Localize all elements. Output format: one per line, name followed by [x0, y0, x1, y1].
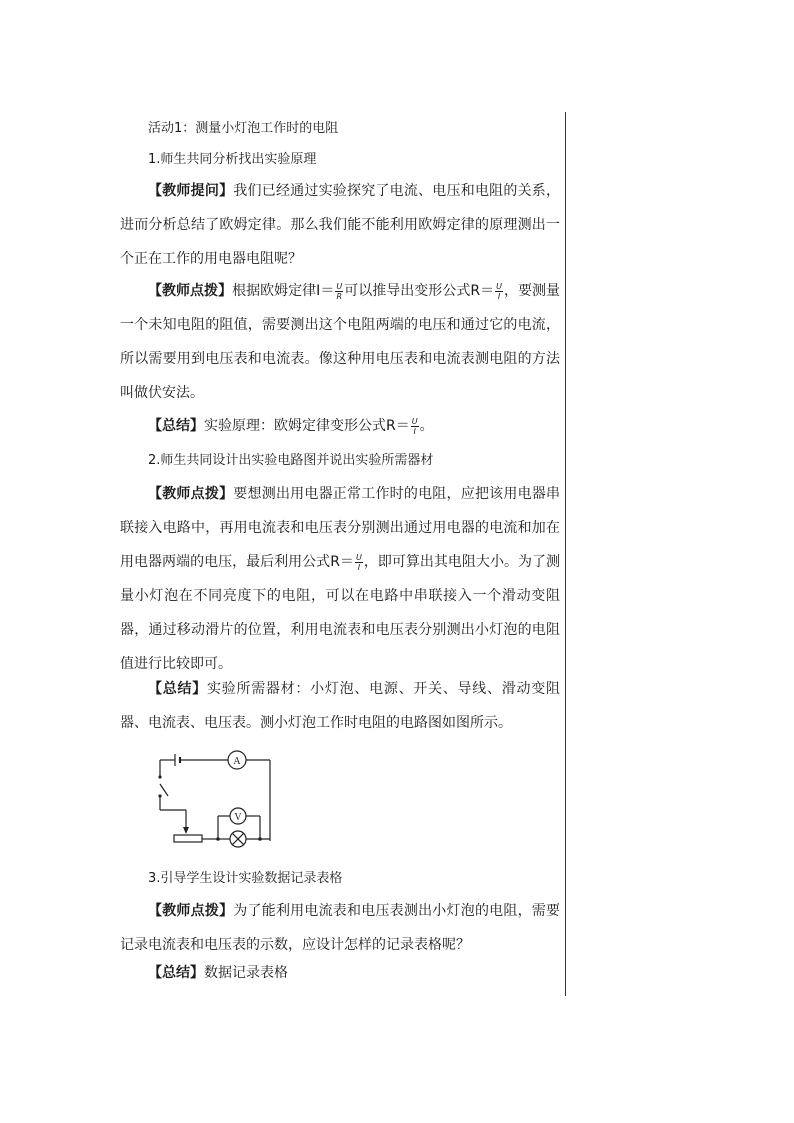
- section3-teacher-tip: [120, 894, 560, 962]
- teacher-tip-tag: 【教师点拨】: [148, 283, 233, 299]
- switch-contact: [158, 794, 161, 797]
- junction-dot: [258, 837, 262, 841]
- fraction-denominator: I: [357, 562, 361, 572]
- teacher-question-text: 我们已经通过实验探究了电流、电压和电阻的关系，进而分析总结了欧姆定律。那么我们能不能利用欧姆定律的原理测出一个正在工作的用电器电阻呢？: [120, 183, 561, 267]
- section2-teacher-tip: [120, 477, 560, 681]
- teacher-tip-text-c: ，要测量一个未知电阻的阻值，需要测出这个电阻两端的电压和通过它的电流，所以需要用到电压表和电流表。像这种用电压表和电流表测电阻的方法叫做伏安法。: [120, 283, 561, 401]
- section1-teacher-question: [120, 174, 560, 276]
- summary-text: 实验所需器材：小灯泡、电源、开关、导线、滑动变阻器、电流表、电压表。测小灯泡工作时电阻的电路图如图所示。: [120, 681, 561, 731]
- summary-text-b: 。: [419, 418, 434, 434]
- fraction-denominator: R: [336, 291, 343, 301]
- section2-summary: [120, 672, 560, 740]
- summary-tag: 【总结】: [148, 418, 204, 434]
- section3-heading: 3.引导学生设计实验数据记录表格: [148, 871, 343, 886]
- teacher-tip-text-b: 可以推导出变形公式R＝: [344, 283, 495, 299]
- fraction-numerator: U: [336, 281, 343, 291]
- column-divider: [565, 112, 566, 996]
- teacher-tip-tag: 【教师点拨】: [148, 486, 234, 502]
- switch-contact: [158, 775, 161, 778]
- section3-summary: [120, 956, 560, 990]
- slider-arrow-head: [183, 827, 189, 834]
- teacher-tip-tag: 【教师点拨】: [148, 903, 234, 919]
- section1-teacher-tip: [120, 274, 560, 410]
- junction-dot: [216, 837, 220, 841]
- teacher-tip-text-a: 根据欧姆定律I＝: [232, 283, 335, 299]
- summary-text-a: 实验原理：欧姆定律变形公式R＝: [204, 418, 410, 434]
- voltmeter-label: V: [234, 812, 242, 823]
- fraction-numerator: U: [355, 552, 362, 562]
- section1-summary: [120, 409, 560, 443]
- rheostat-body: [174, 835, 202, 842]
- summary-tag: 【总结】: [148, 681, 207, 697]
- teacher-tip-text-a: 要想测出用电器正常工作时的电阻，应把该用电器串联接入电路中，再用电流表和电压表分别测出通过用电器的电流和加在用电器两端的电压，最后利用公式R＝: [120, 486, 561, 570]
- fraction-denominator: I: [413, 426, 416, 436]
- summary-tag: 【总结】: [148, 965, 204, 981]
- activity-title: 活动1：测量小灯泡工作时的电阻: [148, 121, 339, 136]
- fraction-u-over-i: [411, 417, 419, 436]
- teacher-tip-text: 为了能利用电流表和电压表测出小灯泡的电阻，需要记录电流表和电压表的示数，应设计怎样的记录表格呢？: [120, 903, 561, 953]
- section1-heading: 1.师生共同分析找出实验原理: [148, 152, 317, 167]
- fraction-numerator: U: [496, 281, 502, 291]
- ammeter-label: A: [233, 756, 241, 767]
- fraction-u-over-i: [355, 553, 363, 572]
- fraction-u-over-r: [335, 282, 343, 301]
- summary-text: 数据记录表格: [204, 965, 288, 981]
- fraction-u-over-i: [495, 282, 503, 301]
- section2-heading: 2.师生共同设计出实验电路图并说出实验所需器材: [148, 453, 434, 468]
- teacher-question-tag: 【教师提问】: [148, 183, 234, 199]
- fraction-denominator: I: [497, 291, 501, 301]
- circuit-diagram: [150, 748, 280, 848]
- switch-blade: [160, 784, 168, 796]
- teacher-tip-text-b: ，即可算出其电阻大小。为了测量小灯泡在不同亮度下的电阻，可以在电路中串联接入一个滑动变阻器，通过移动滑片的位置，利用电流表和电压表分别测出小灯泡的电阻值进行比较即可。: [120, 554, 560, 672]
- fraction-numerator: U: [411, 416, 418, 426]
